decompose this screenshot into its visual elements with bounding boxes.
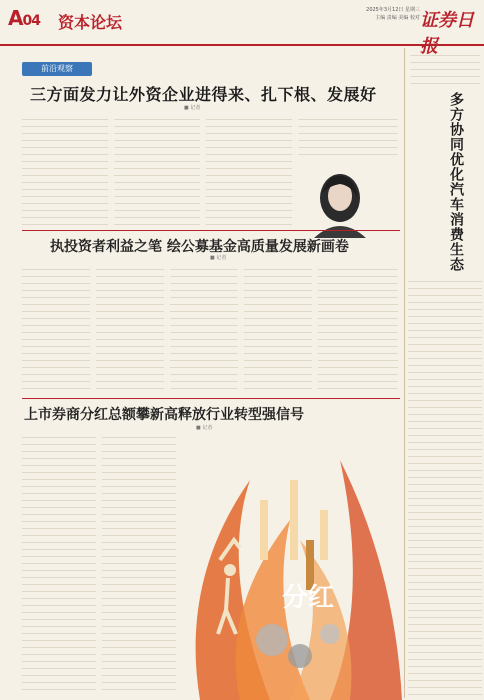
divider [22,398,400,399]
article-1-col-4 [298,114,398,160]
article-2-col-2 [96,264,164,392]
article-3-col-2 [102,432,176,694]
article-2-col-3 [170,264,238,392]
page-number: A04 [8,6,40,30]
article-2-byline: ■ 记者 [210,255,227,261]
article-2-col-4 [244,264,312,392]
columnist-portrait [300,164,380,238]
article-3-col-1 [22,432,96,694]
article-1-byline: ■ 记者 [184,105,201,111]
article-1-col-1 [22,114,108,226]
article-3-headline[interactable]: 上市券商分红总额攀新高释放行业转型强信号 [24,407,304,423]
illustration-text: 分红 [282,583,335,613]
article-1-col-2 [114,114,200,226]
section-title: 资本论坛 [58,13,123,32]
issue-meta: 2025年3月12日 星期三 主编 责编 美编 校对 [366,7,420,21]
divider [22,230,400,231]
sidebar-headline[interactable]: 多方协同优化汽车消费生态 [448,92,464,272]
article-2-col-5 [318,264,398,392]
article-2-headline[interactable]: 执投资者利益之笔 绘公募基金高质量发展新画卷 [50,239,349,255]
article-1-col-3 [206,114,292,226]
sidebar-text-body [408,276,482,696]
sidebar-text-top [410,50,480,90]
column-tag: 前沿观察 [22,62,92,76]
article-1-headline[interactable]: 三方面发力让外资企业进得来、扎下根、发展好 [30,85,377,104]
article-3-byline: ■ 记者 [196,425,213,431]
newspaper-logo: 证券日报 [420,10,474,57]
article-2-col-1 [22,264,90,392]
illustration-dividend [180,420,402,700]
